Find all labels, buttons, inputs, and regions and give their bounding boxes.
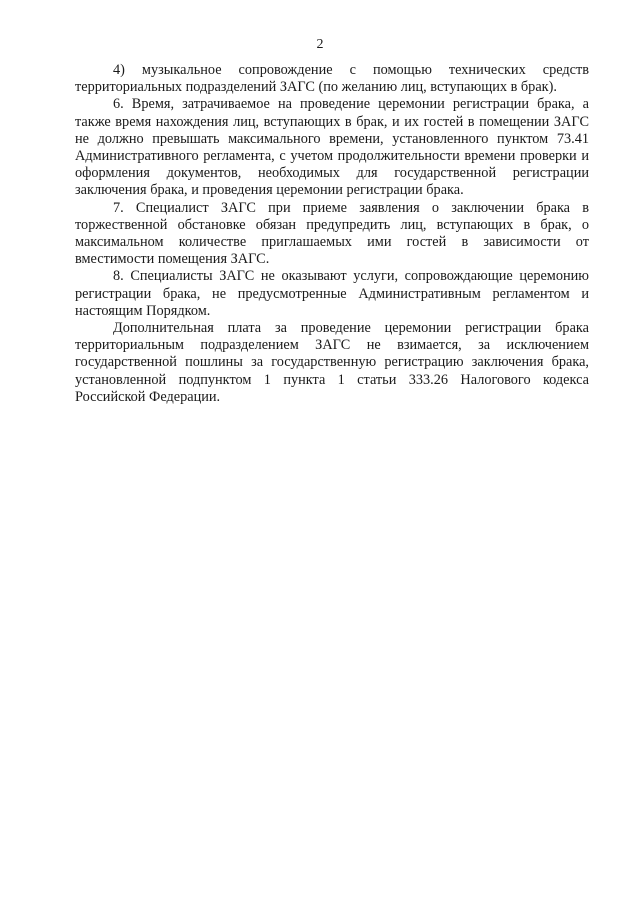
page-number: 2	[316, 37, 324, 52]
paragraph-item-8: 8. Специалисты ЗАГС не оказывают услуги, сопровождающие церемонию регистрации брака, не предусмотренные Административным регламентом и настоящим Порядком.	[75, 268, 589, 319]
paragraph-item-6: 6. Время, затрачиваемое на проведение церемонии регистрации брака, а также время нахождения лиц, вступающих в брак, и их гостей в помещении ЗАГС не должно превышать максимального времени, установленного пунктом 73.41 Административного регламента, с учетом продолжительности времени проверки и оформления документов, необходимых для государственной регистрации заключения брака, и проведения церемонии регистрации брака.	[75, 96, 589, 199]
document-body	[75, 62, 589, 406]
paragraph-item-7: 7. Специалист ЗАГС при приеме заявления о заключении брака в торжественной обстановке обязан предупредить лиц, вступающих в брак, о максимальном количестве приглашаемых ими гостей в зависимости от вместимости помещения ЗАГС.	[75, 199, 589, 268]
paragraph-additional-fee: Дополнительная плата за проведение церемонии регистрации брака территориальным подразделением ЗАГС не взимается, за исключением государственной пошлины за государственную регистрацию заключения брака, установленной подпунктом 1 пункта 1 статьи 333.26 Налогового кодекса Российской Федерации.	[75, 320, 589, 405]
paragraph-item-4: 4) музыкальное сопровождение с помощью технических средств территориальных подразделений ЗАГС (по желанию лиц, вступающих в брак).	[75, 62, 589, 96]
